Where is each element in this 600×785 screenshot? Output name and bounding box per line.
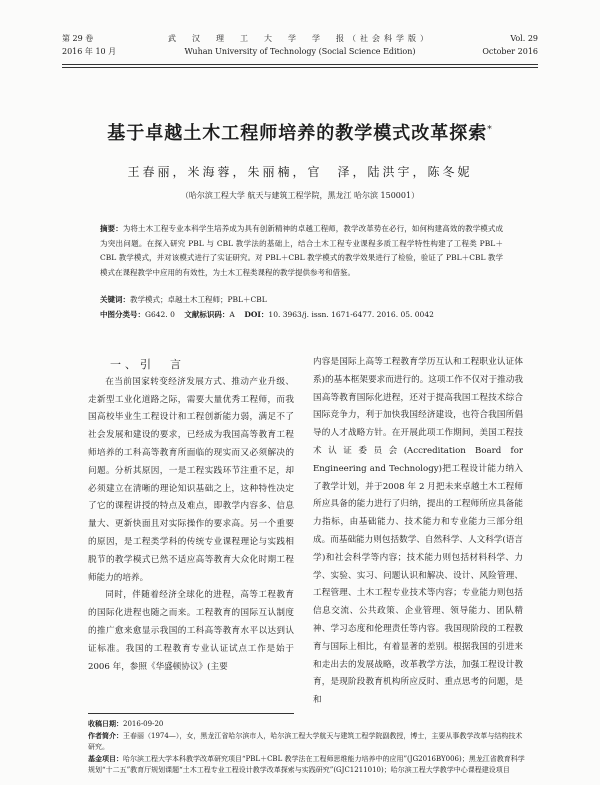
received-date xyxy=(88,718,528,730)
clc-value: G642. 0 xyxy=(145,310,175,319)
author-bio-text: 王春丽（1974—），女，黑龙江省哈尔滨市人，哈尔滨工程大学航天与建筑工程学院副教授，博士，主要从事教学改革与结构技术研究。 xyxy=(88,732,523,751)
received-value: 2016-09-20 xyxy=(123,720,164,728)
abstract-label: 摘要： xyxy=(100,224,123,233)
paragraph: 在当前国家转变经济发展方式、推动产业升级、走新型工业化道路之际，需要大量优秀工程师，而我国高校毕业生工程设计和工程创新能力弱，满足不了社会发展和建设的要求，已经成为我国高等教育工程师培养的工科高等教育所面临的现实而又必须解决的问题。分析其原因，一是工程实践环节注重不足，却必须建立在清晰的理论知识基础之上，这种特性决定了它的课程讲授的特点及难点，即教学内容多、信息量大、更新快面且对实际操作的要求高。另一个重要的原因，是工程类学科的传统专业课程理论与实践相脱节的教学模式已然不适应高等教育大众化时期工程师能力的培养。 xyxy=(88,376,294,583)
journal-name-en: Wuhan University of Technology (Social Science Edition) xyxy=(184,47,416,56)
keywords-text: 教学模式；卓越土木工程师；PBL＋CBL xyxy=(130,295,267,304)
section-heading: 一、引 言 xyxy=(110,358,185,371)
title-text: 基于卓越土木工程师培养的教学模式改革探索 xyxy=(107,123,488,144)
date-cn: 2016 年 10 月 xyxy=(62,47,117,56)
fund-text: 哈尔滨工程大学本科教学改革研究项目“PBL＋CBL 教学法在工程师思维能力培养中的应用”(JG2016BY006)；黑龙江省教育科学规划“十二五”教育厅规划课题“土木工程专业工程设计教学改革探索与实践研究”(GJC1211010)；哈尔滨工程大学教学中心课程建设项目 xyxy=(88,755,525,774)
author-bio-label: 作者简介： xyxy=(88,731,123,740)
volume-cn: 第 29 卷 xyxy=(62,34,94,43)
author-bio xyxy=(88,730,528,753)
keywords xyxy=(100,294,503,305)
paragraph: 内容是国际上高等工程教育学历互认和工程职业认证体系)的基本框架要求而进行的。这项工作不仅对于推动我国高等教育国际化进程，还对于提高我国工程技术综合国际竞争力，利于加快我国经济建设，也符合我国所倡导的人才战略方针。在开展此项工作期间，美国工程技术认证委员会(Accreditation Board for Engineering and Technology)把工程设计能力纳入了教学计划，并于2008 年 2 月把未来卓越土木工程师所应具备的能力进行了归纳，提出的工程师所应具备能力指标，由基础能力、技术能力和专业能力三部分组成。而基础能力则包括数学、自然科学、人文科学(语言学)和社会科学等内容；技术能力则包括材料科学、力学、实验、实习、问题认识和解决、设计、风险管理、工程管理、土木工程专业技术等内容；专业能力则包括信息交流、公共政策、企业管理、领导能力、团队精神、学习态度和伦理责任等内容。我国现阶段的工程教育与国际上相比，有着显著的差别。根据我国的引进来和走出去的发展战略，改革教学方法，加强工程设计教育，是现阶段教育机构所应反时、重点思考的问题，是和 xyxy=(313,357,523,706)
clc-label: 中图分类号： xyxy=(100,310,145,319)
journal-name-cn: 武 汉 理 工 大 学 学 报（社会科学版） xyxy=(168,34,432,43)
left-column xyxy=(88,356,294,676)
footnote-rule xyxy=(88,713,294,714)
paper-title xyxy=(60,119,540,145)
fund-label: 基金项目： xyxy=(88,754,123,763)
fund-info xyxy=(88,753,528,776)
classification-line xyxy=(100,309,503,320)
affiliation: （哈尔滨工程大学 航天与建筑工程学院，黑龙江 哈尔滨 150001） xyxy=(180,191,420,200)
running-header xyxy=(62,32,538,66)
doc-code-value: A xyxy=(229,310,235,319)
doi-value: 10. 3963/j. issn. 1671-6477. 2016. 05. 0042 xyxy=(268,310,434,319)
header-rule xyxy=(62,64,538,65)
paragraph: 同时，伴随着经济全球化的进程，高等工程教育的国际化进程也随之而来。工程教育的国际互认制度的推广愈来愈显示我国的工科高等教育水平以达到认证标准。我国的工程教育专业认证试点工作是始于 2006 年，参照《华盛顿协议》(主要 xyxy=(88,590,294,672)
received-label: 收稿日期： xyxy=(88,719,123,728)
doc-code-label: 文献标识码： xyxy=(184,310,230,319)
abstract-text: 为将土木工程专业本科学生培养成为具有创新精神的卓越工程师，教学改革势在必行，如何构建高效的教学模式成为突出问题。在探入研究 PBL 与 CBL 教学法的基础上，结合土木工程专业课程多质工程学特性构建了工程类 PBL＋CBL 教学模式，并对该模式进行了实证研究。对 PBL＋CBL 教学模式的教学效果进行了检验，验证了 PBL＋CBL 教学模式在课程教学中应用的有效性，为土木工程类课程的教学提供参考和借鉴。 xyxy=(100,224,504,277)
header-center xyxy=(62,32,538,58)
abstract xyxy=(100,222,503,280)
volume-en: Vol. 29 xyxy=(510,34,538,43)
date-en: October 2016 xyxy=(482,47,538,56)
right-column xyxy=(313,354,523,710)
footnotes xyxy=(88,718,528,776)
author-list: 王春丽，米海蓉，朱丽楠，官 泽，陆洪宇，陈冬妮 xyxy=(127,165,473,179)
keywords-label: 关键词： xyxy=(100,295,130,304)
doi-label: DOI： xyxy=(244,310,269,319)
title-footnote-mark: * xyxy=(487,125,493,135)
header-rule-thin xyxy=(62,67,538,68)
header-right xyxy=(482,32,538,58)
